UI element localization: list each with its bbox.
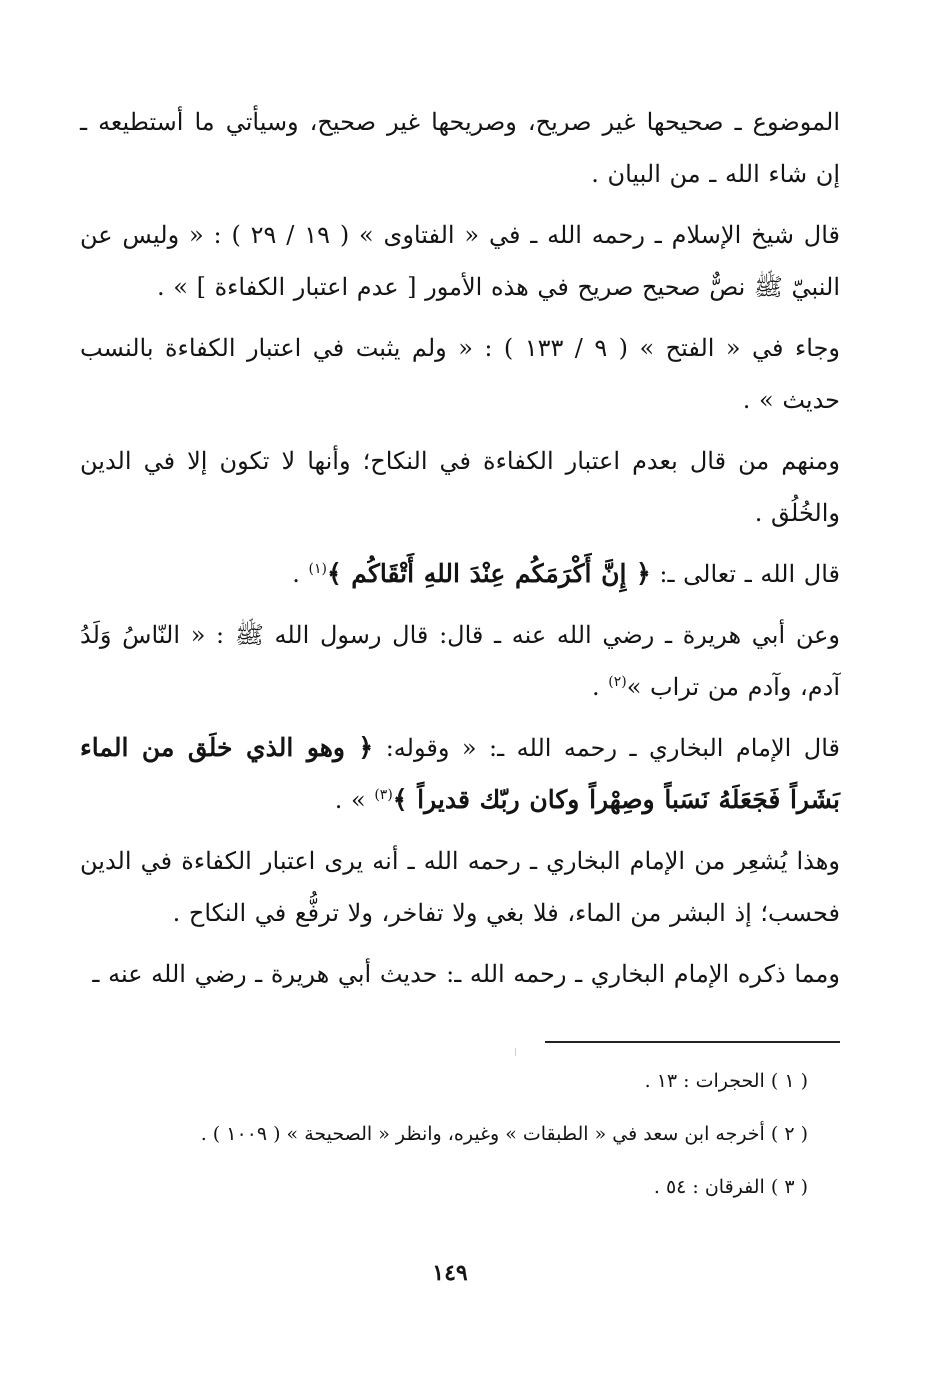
paragraph-5-lead: قال الله ـ تعالى ـ: xyxy=(650,560,840,588)
paragraph-2: قال شيخ الإسلام ـ رحمه الله ـ في « الفتاوى » ( ١٩ / ٢٩ ) : « وليس عن النبيّ ﷺ نصٌّ صحيح صريح في هذه الأمور [ عدم اعتبار الكفاءة ] » . xyxy=(80,221,841,301)
footnote-2: ( ٢ ) أخرجه ابن سعد في « الطبقات » وغيره، وانظر « الصحيحة » ( ١٠٠٩ ) . xyxy=(200,1123,808,1145)
paragraph-7-lead: قال الإمام البخاري ـ رحمه الله ـ: « وقوله: xyxy=(373,734,841,762)
paragraph-5 xyxy=(80,548,840,600)
paragraph-7-end: » . xyxy=(334,786,375,814)
page-number: ١٤٩ xyxy=(432,1260,468,1286)
footnote-1: ( ١ ) الحجرات : ١٣ . xyxy=(644,1070,808,1092)
footnote-ref-3: (٣) xyxy=(374,787,393,803)
paragraph-9: ومما ذكره الإمام البخاري ـ رحمه الله ـ: حديث أبي هريرة ـ رضي الله عنه ـ xyxy=(92,960,840,988)
quran-verse-2: ﴿ وهو الذي خلَق من الماء بَشَراً فَجَعَلَهُ نَسَباً وصِهْراً وكان ربّك قديراً ﴾ xyxy=(80,733,840,814)
footnote-divider xyxy=(545,1041,840,1043)
main-text xyxy=(80,96,840,1009)
paragraph-5-end: . xyxy=(292,560,309,588)
footnote-ref-2: (٢) xyxy=(608,674,627,690)
paragraph-6 xyxy=(80,609,840,713)
quran-verse-1: ﴿ إِنَّ أَكْرَمَكُم عِنْدَ اللهِ أَتْقَاكُم ﴾ xyxy=(326,559,651,588)
footnote-3: ( ٣ ) الفرقان : ٥٤ . xyxy=(653,1176,808,1198)
paragraph-4: ومنهم من قال بعدم اعتبار الكفاءة في النكاح؛ وأنها لا تكون إلا في الدين والخُلُق . xyxy=(80,447,840,527)
paragraph-1: الموضوع ـ صحيحها غير صريح، وصريحها غير صحيح، وسيأتي ما أستطيعه ـ إن شاء الله ـ من البيان . xyxy=(80,108,840,188)
paragraph-7 xyxy=(80,722,840,826)
scan-mark xyxy=(515,1048,516,1056)
paragraph-3: وجاء في « الفتح » ( ٩ / ١٣٣ ) : « ولم يثبت في اعتبار الكفاءة بالنسب حديث » . xyxy=(80,334,841,414)
footnotes xyxy=(108,1068,808,1227)
paragraph-6-lead: وعن أبي هريرة ـ رضي الله عنه ـ قال: قال رسول الله ﷺ : « النّاسُ وَلَدُ آدم، وآدم من تراب » xyxy=(80,621,840,701)
paragraph-6-end: . xyxy=(591,673,609,701)
footnote-ref-1: (١) xyxy=(308,561,327,577)
paragraph-8: وهذا يُشعِر من الإمام البخاري ـ رحمه الله ـ أنه يرى اعتبار الكفاءة في الدين فحسب؛ إذ البشر من الماء، فلا بغي ولا تفاخر، ولا ترفُّع في النكاح . xyxy=(80,847,840,927)
